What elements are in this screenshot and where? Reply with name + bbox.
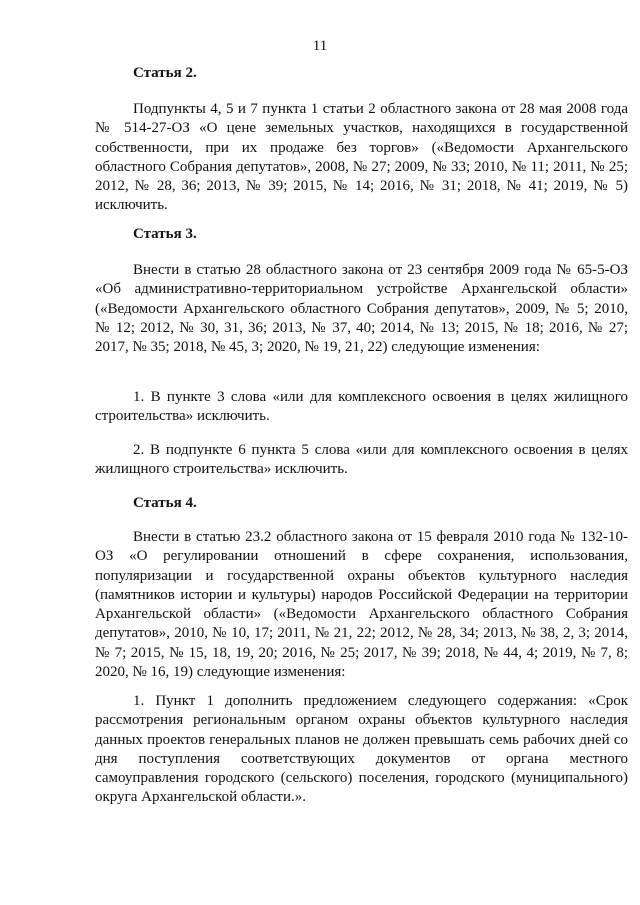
article-2-heading: Статья 2. <box>133 65 197 81</box>
page-number: 11 <box>312 38 328 54</box>
article-4-item-1: 1. Пункт 1 дополнить предложением следующего содержания: «Срок рассмотрения региональным органом охраны объектов культурного наследия данных проектов генеральных планов не должен превышать семь рабочих дней со дня поступления соответствующих документов от органа местного самоуправления городского (сельского) поселения, городского (муниципального) округа Архангельской области.». <box>95 693 628 806</box>
article-2-paragraph-1: Подпункты 4, 5 и 7 пункта 1 статьи 2 областного закона от 28 мая 2008 года № 514-27-ОЗ «О цене земельных участков, находящихся в государственной собственности, при их продаже без торгов» («Ведомости Архангельского областного Собрания депутатов», 2008, № 27; 2009, № 33; 2010, № 11; 2011, № 25; 2012, № 28, 36; 2013, № 39; 2015, № 14; 2016, № 31; 2018, № 41; 2019, № 5) исключить. <box>95 101 628 214</box>
article-3-item-2: 2. В подпункте 6 пункта 5 слова «или для комплексного освоения в целях жилищного строительства» исключить. <box>95 442 628 478</box>
article-4-paragraph-1: Внести в статью 23.2 областного закона от 15 февраля 2010 года № 132-10-ОЗ «О регулировании отношений в сфере сохранения, использования, популяризации и государственной охраны объектов культурного наследия (памятников истории и культуры) народов Российской Федерации на территории Архангельской области» («Ведомости Архангельского областного Собрания депутатов», 2010, № 10, 17; 2011, № 21, 22; 2012, № 28, 34; 2013, № 38, 2, 3; 2014, № 7; 2015, № 15, 18, 19, 20; 2016, № 25; 2017, № 39; 2018, № 44, 4; 2019, № 7, 8; 2020, № 16, 19) следующие изменения: <box>95 529 628 681</box>
article-4-heading: Статья 4. <box>133 495 197 511</box>
article-3-item-1: 1. В пункте 3 слова «или для комплексного освоения в целях жилищного строительства» исключить. <box>95 389 628 425</box>
article-3-heading: Статья 3. <box>133 226 197 242</box>
article-3-paragraph-1: Внести в статью 28 областного закона от 23 сентября 2009 года № 65-5-ОЗ «Об административно-территориальном устройстве Архангельской области» («Ведомости Архангельского областного Собрания депутатов», 2009, № 5; 2010, № 12; 2012, № 30, 31, 36; 2013, № 37, 40; 2014, № 13; 2015, № 18; 2016, № 27; 2017, № 35; 2018, № 45, 3; 2020, № 19, 21, 22) следующие изменения: <box>95 262 628 356</box>
